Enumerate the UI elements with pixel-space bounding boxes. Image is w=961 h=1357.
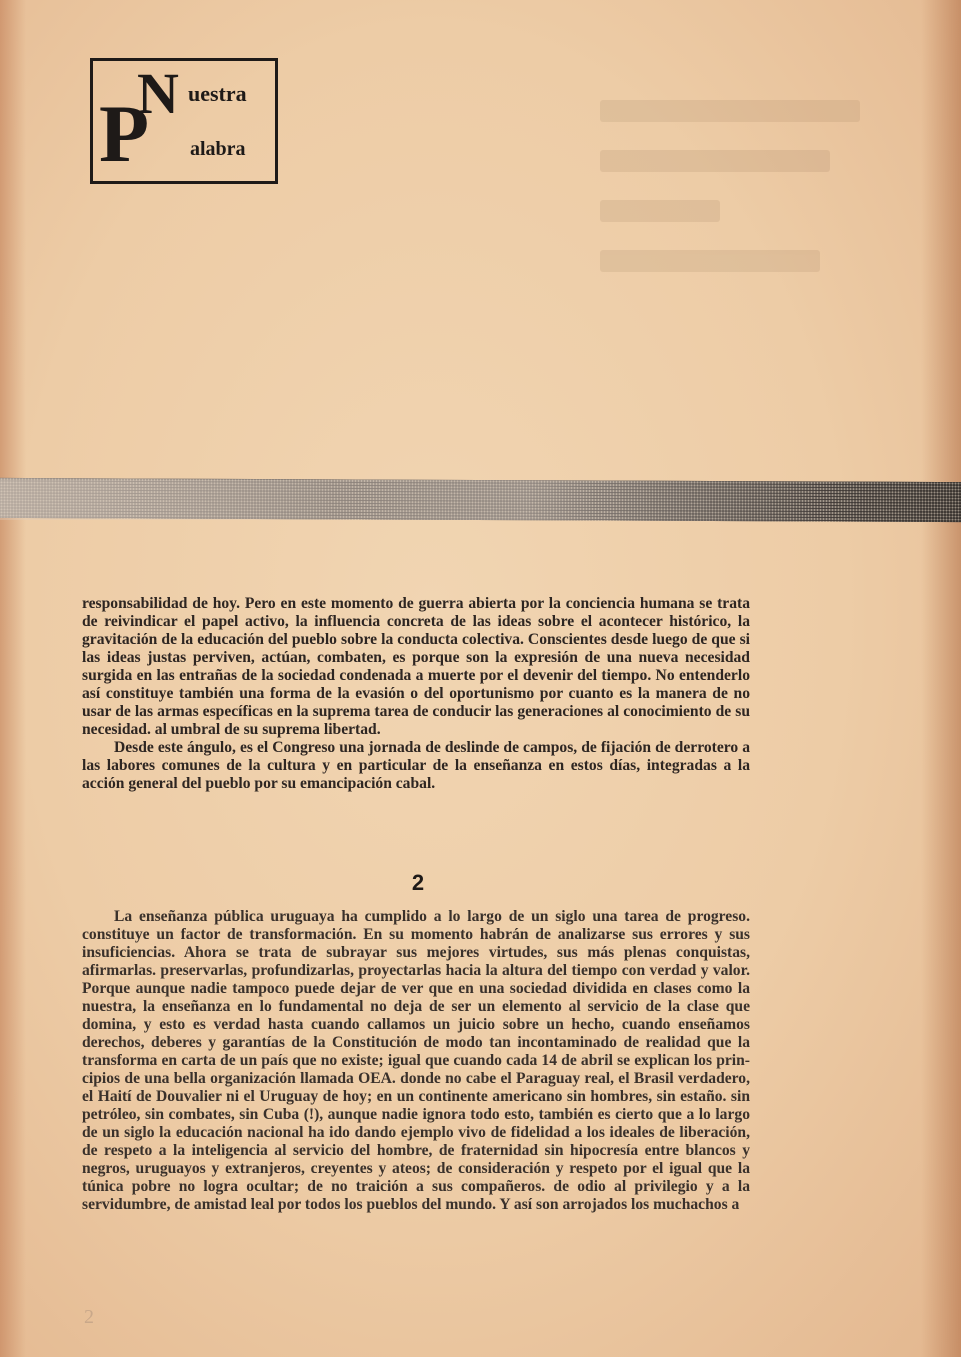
logo-word-palabra: alabra — [190, 138, 246, 160]
logo-initial-n: N — [137, 61, 179, 126]
page-edge-shadow-right — [921, 0, 961, 1357]
body-text-part-1 — [82, 595, 750, 793]
logo-mark — [93, 61, 275, 181]
paragraph: responsabilidad de hoy. Pero en este momento de guerra abierta por la conciencia humana se trata de reivindicar el papel activo, la influencia concreta de las ideas sobre el acontecer histórico, la gravitación de la educación del pueblo sobre la conducta colectiva. Conscientes desde luego de que si las ideas justas perviven, actúan, combaten, es porque son la expresión de una nueva necesidad surgida en las entrañas de la sociedad condenada a muerte por el devenir del tiempo. No entenderlo así constituye también una forma de la evasión o del oportunismo por cuanto es la manera de no usar de las armas específicas en la suprema tarea de conducir las generaciones al conocimiento de su necesidad. al umbral de su suprema libertad. — [82, 595, 750, 738]
halftone-band-shade — [0, 480, 961, 520]
paragraph: Desde este ángulo, es el Congreso una jornada de deslinde de campos, de fijación de derrotero a las labores comunes de la cultura y en particular de la enseñanza en estos días, integradas a la acción general del pueblo por su emancipación cabal. — [82, 739, 750, 792]
paragraph: La enseñanza pública uruguaya ha cumplido a lo largo de un siglo una tarea de progreso. constituye un factor de transformación. En su momento habrán de analizarse sus errores y sus insuficiencias. Ahora se trata de subrayar sus mejores virtudes, sus más plenas conquistas, afirmarlas. preservarlas, profundizarlas, proyectarlas hacia la altura del tiempo con verdad y valor. Porque aunque nadie tampoco puede dejar de ver que en una sociedad dividida en clases como la nuestra, la enseñanza en lo fundamental no deja de ser un elemento al servicio de la clase que domina, y esto es verdad hasta cuando callamos un juicio sobre un hecho, cuando enseñamos derechos, deberes y garantías de la Constitución de modo tan incontaminado de realidad que la transforma en carta de un país que no existe; igual que cuando cada 14 de abril se explican los principios de una bella organización llamada OEA. donde no cabe el Paraguay real, el Brasil verdadero, el Haití de Douvalier ni el Uruguay de hoy; en un continente americano sin hombres, sin estaño. sin petróleo, sin combates, sin Cuba (!), aunque nadie ignora todo esto, también es cierto que a lo largo de un siglo la educación nacional ha ido dando ejemplo vivo de fidelidad a los ideales de liberación, de respeto a la inteligencia al servicio del hombre, de fraternidad sin hipocresía entre blancos y negros, uruguayos y extranjeros, creyentes y ateos; de consideración y respeto por el igual que la túnica pobre no logra ocultar; de no traición a sus compañeros. de odio al privilegio y a la servidumbre, de amistad leal por todos los pueblos del mundo. Y así son arrojados los muchachos a — [82, 908, 750, 1213]
bleed-through-text — [600, 100, 900, 320]
nuestra-palabra-logo — [90, 58, 278, 184]
body-text-part-2 — [82, 908, 750, 1214]
section-number: 2 — [411, 870, 425, 895]
logo-word-nuestra: uestra — [188, 81, 247, 106]
page-edge-shadow-left — [0, 0, 26, 1357]
logo-initial-p: P — [99, 88, 150, 179]
page-number: 2 — [84, 1306, 94, 1328]
